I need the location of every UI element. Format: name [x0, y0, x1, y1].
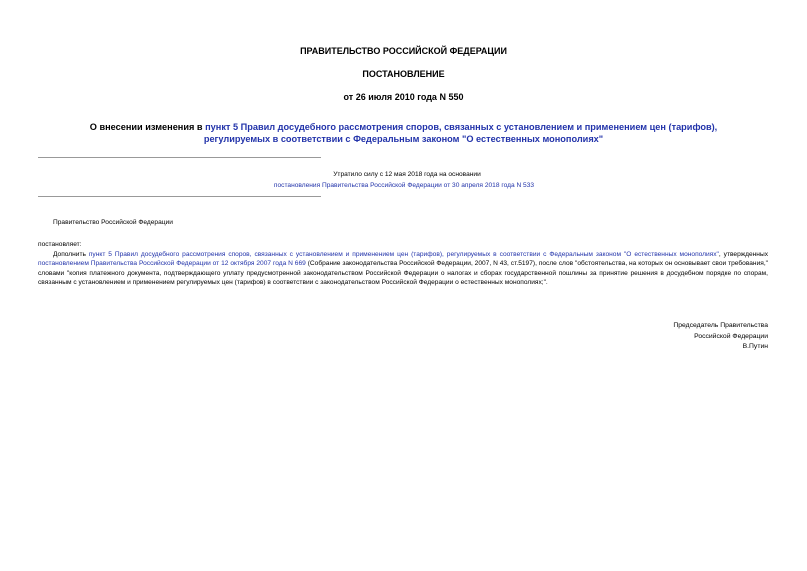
- signature-name: В.Путин: [742, 343, 768, 350]
- paragraph-text-1: Дополнить: [53, 251, 89, 258]
- document-date-number: от 26 июля 2010 года N 550: [343, 92, 464, 102]
- divider-top: [38, 157, 321, 158]
- document-title: [62, 121, 745, 145]
- government-header: ПРАВИТЕЛЬСТВО РОССИЙСКОЙ ФЕДЕРАЦИИ: [300, 46, 507, 56]
- title-prefix: О внесении изменения в: [89, 122, 206, 132]
- paragraph-text-2: , утвержденных: [718, 251, 768, 258]
- status-line: Утратило силу с 12 мая 2018 года на основании: [333, 171, 481, 178]
- resolution-paragraph: [38, 250, 768, 288]
- signature-title: Председатель Правительства: [673, 322, 768, 329]
- status-link[interactable]: постановления Правительства Российской Федерации от 30 апреля 2018 года N 533: [273, 182, 535, 189]
- document-type: ПОСТАНОВЛЕНИЕ: [362, 69, 445, 79]
- government-name: Правительство Российской Федерации: [53, 219, 173, 226]
- paragraph-link-1[interactable]: пункт 5 Правил досудебного рассмотрения споров, связанных с установлением и применением цен (тарифов), регулируемых в соответствии с Федеральным законом "О естественных монополиях": [88, 251, 719, 258]
- divider-bottom: [38, 196, 321, 197]
- paragraph-text-3: (Собрание законодательства Российской Федерации, 2007, N 43, ст.5197), после слов "обстоятельства, на которых он основывает свои требования," словами "копия платежного документа, подтверждающего уплату предусмотренной законодательством Российской Федерации о налогах и сборах государственной пошлины за принятие решения в досудебном порядке по спорам, связанным с установлением и применением регулируемых цен (тарифов) в соответствии с законодательством Российской Федерации о естественных монополиях;".: [38, 260, 768, 287]
- decides-label: постановляет:: [38, 241, 82, 248]
- title-link[interactable]: пункт 5 Правил досудебного рассмотрения споров, связанных с установлением и применением цен (тарифов), регулируемых в соответствии с Федеральным законом "О естественных монополиях": [203, 122, 718, 144]
- signature-block: [673, 321, 768, 353]
- signature-country: Российской Федерации: [694, 332, 768, 340]
- paragraph-link-2[interactable]: постановлением Правительства Российской Федерации от 12 октября 2007 года N 669: [38, 260, 306, 268]
